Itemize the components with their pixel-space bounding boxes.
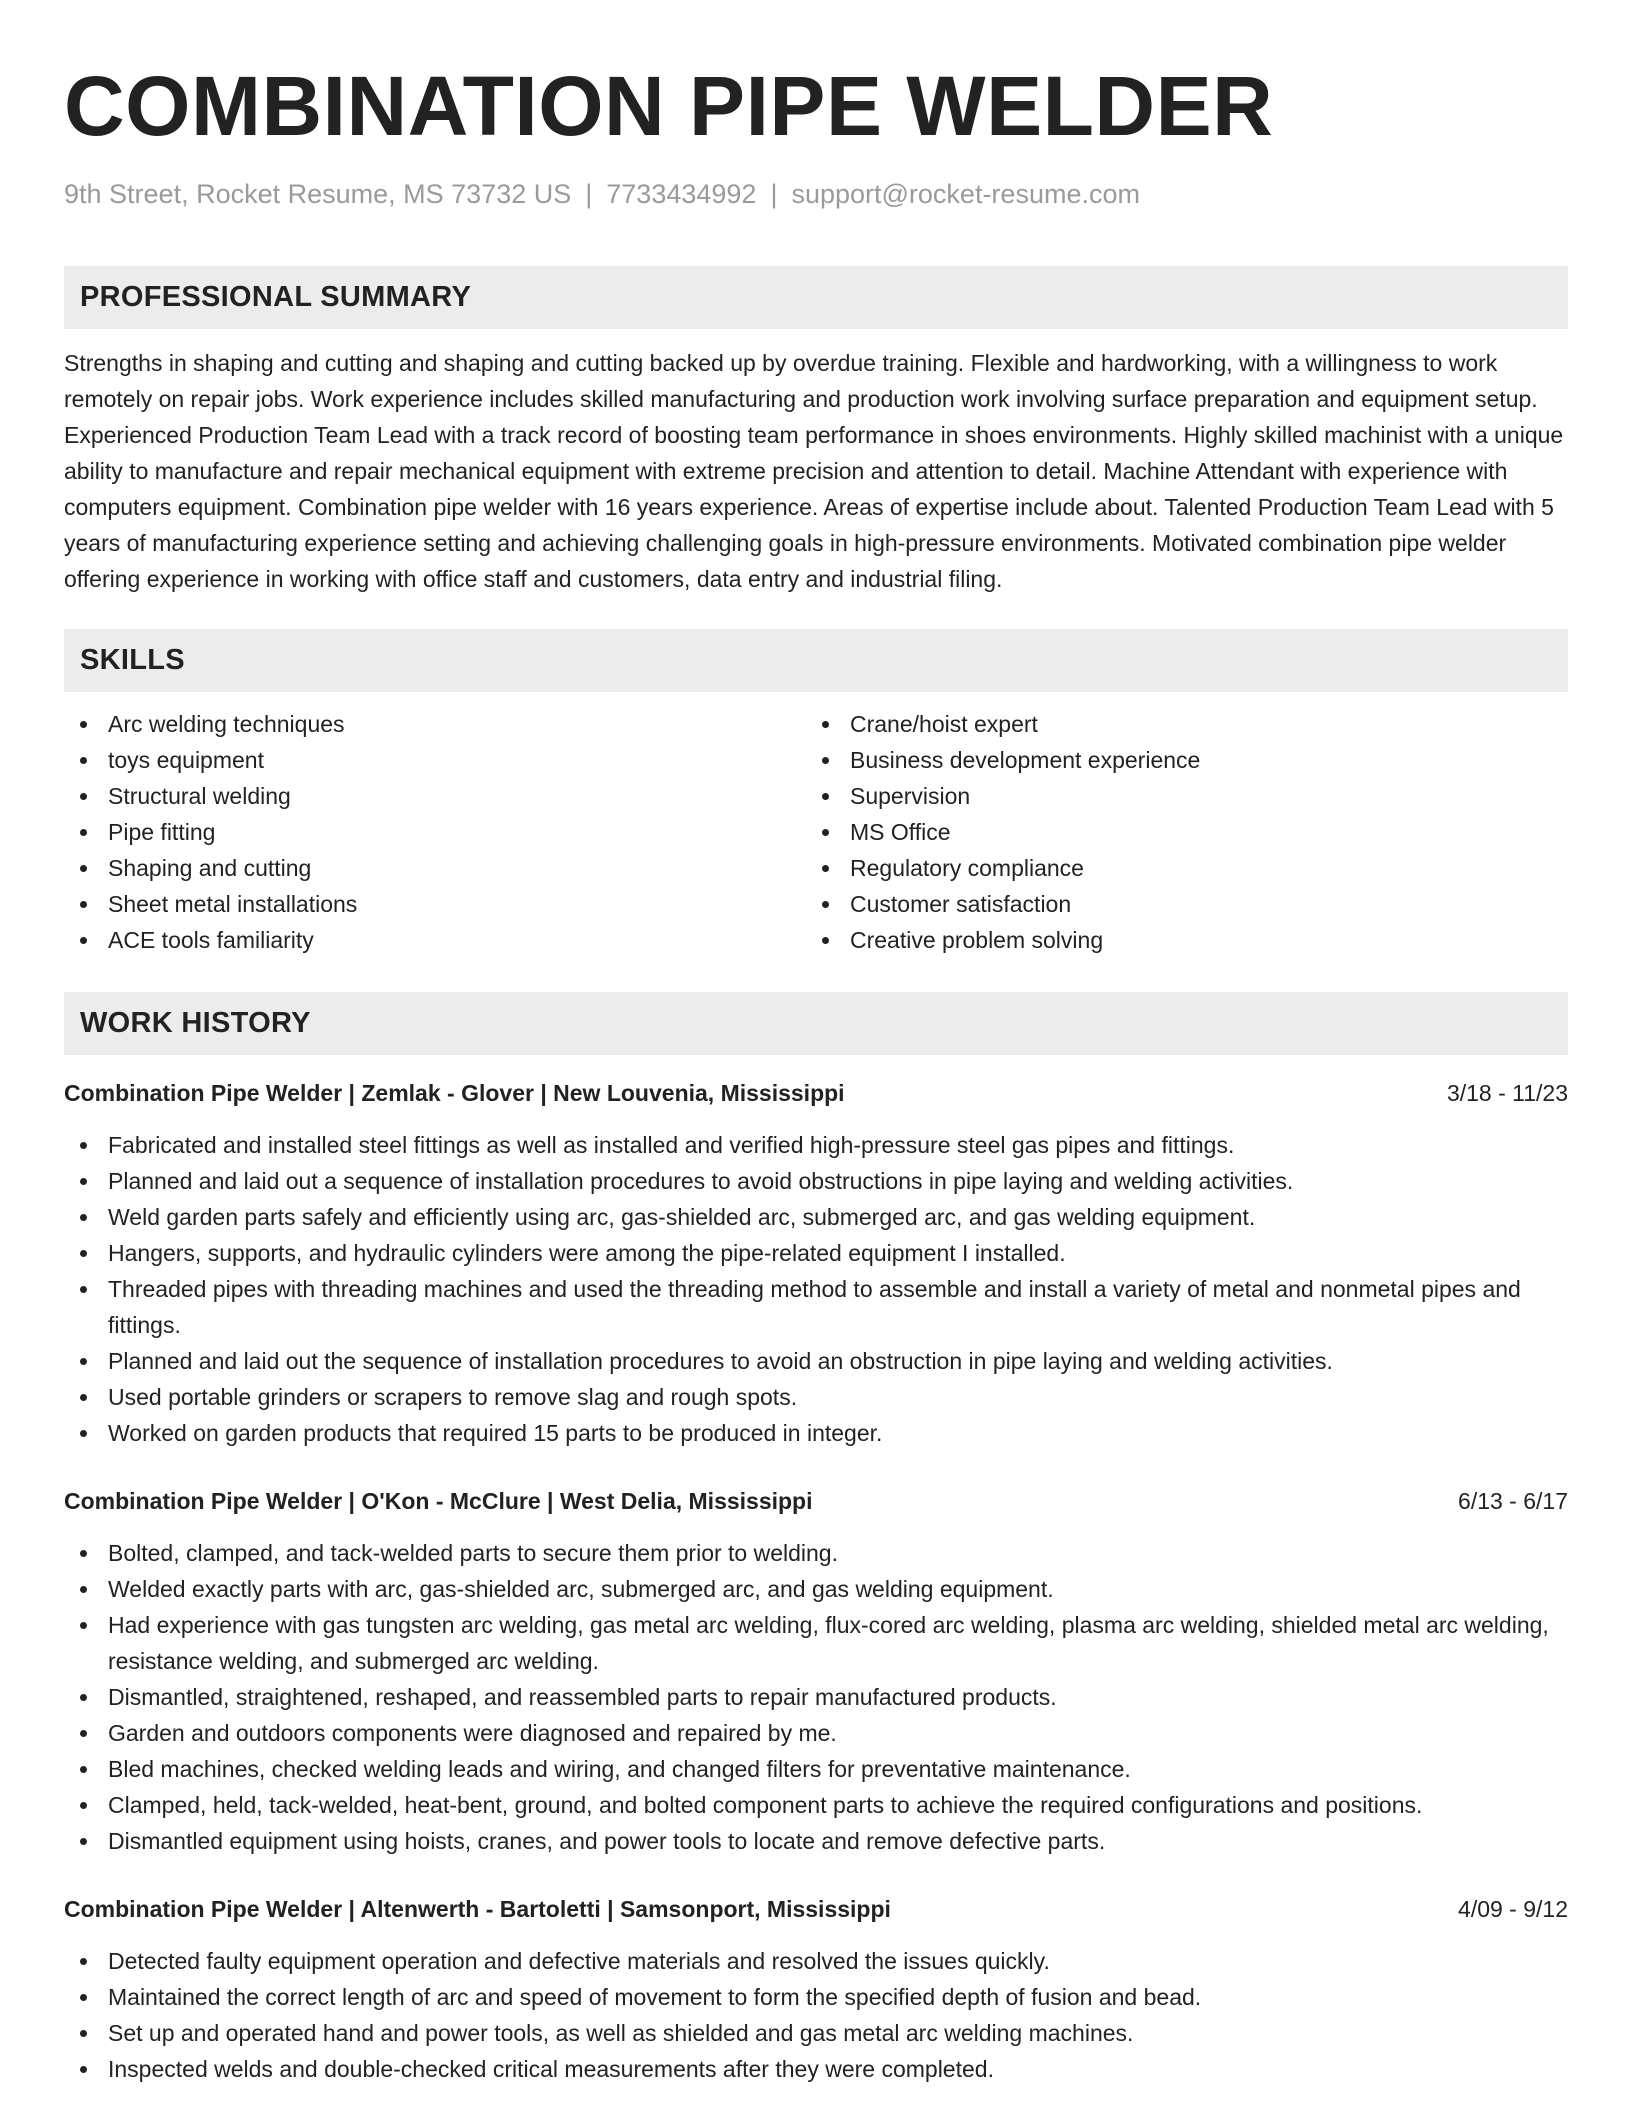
skill-item: Customer satisfaction <box>806 886 1548 922</box>
job-bullets <box>64 1535 1568 1859</box>
skill-item: Business development experience <box>806 742 1548 778</box>
job-bullets <box>64 1127 1568 1451</box>
job-bullet: Weld garden parts safely and efficiently using arc, gas-shielded arc, submerged arc, and gas welding equipment. <box>64 1199 1568 1235</box>
job-bullets <box>64 1943 1568 2087</box>
skill-item: ACE tools familiarity <box>64 922 806 958</box>
job-bullet: Dismantled equipment using hoists, cranes, and power tools to locate and remove defective parts. <box>64 1823 1568 1859</box>
section-header-summary: PROFESSIONAL SUMMARY <box>64 266 1568 329</box>
contact-phone: 7733434992 <box>606 179 757 209</box>
skills-column-right <box>806 706 1548 958</box>
skill-item: Creative problem solving <box>806 922 1548 958</box>
job-title: Combination Pipe Welder | Zemlak - Glover | New Louvenia, Mississippi <box>64 1080 845 1106</box>
job-bullet: Fabricated and installed steel fittings as well as installed and verified high-pressure steel gas pipes and fittings. <box>64 1127 1568 1163</box>
job-bullet: Bled machines, checked welding leads and wiring, and changed filters for preventative maintenance. <box>64 1751 1568 1787</box>
job-bullet: Planned and laid out a sequence of installation procedures to avoid obstructions in pipe laying and welding activities. <box>64 1163 1568 1199</box>
section-header-skills: SKILLS <box>64 629 1568 692</box>
job-bullet: Threaded pipes with threading machines and used the threading method to assemble and install a variety of metal and nonmetal pipes and fittings. <box>64 1271 1568 1343</box>
job-dates: 3/18 - 11/23 <box>1446 1080 1568 1106</box>
job-bullet: Planned and laid out the sequence of installation procedures to avoid an obstruction in pipe laying and welding activities. <box>64 1343 1568 1379</box>
job-title: Combination Pipe Welder | Altenwerth - Bartoletti | Samsonport, Mississippi <box>64 1896 891 1922</box>
skill-item: toys equipment <box>64 742 806 778</box>
skill-item: Structural welding <box>64 778 806 814</box>
contact-line <box>64 176 1568 212</box>
job-bullet: Inspected welds and double-checked critical measurements after they were completed. <box>64 2051 1568 2087</box>
section-header-work-history: WORK HISTORY <box>64 992 1568 1055</box>
candidate-name: COMBINATION PIPE WELDER <box>64 59 1274 153</box>
skills-grid <box>64 706 1568 958</box>
skill-item: MS Office <box>806 814 1548 850</box>
resume-page <box>64 0 1568 2087</box>
skills-column-left <box>64 706 806 958</box>
job-entry <box>64 1075 1568 1451</box>
job-entry <box>64 1483 1568 1859</box>
skill-item: Shaping and cutting <box>64 850 806 886</box>
skill-item: Arc welding techniques <box>64 706 806 742</box>
job-bullet: Set up and operated hand and power tools, as well as shielded and gas metal arc welding machines. <box>64 2015 1568 2051</box>
job-bullet: Garden and outdoors components were diagnosed and repaired by me. <box>64 1715 1568 1751</box>
job-entry <box>64 1891 1568 2087</box>
skill-item: Crane/hoist expert <box>806 706 1548 742</box>
summary-text: Strengths in shaping and cutting and shaping and cutting backed up by overdue training. Flexible and hardworking, with a willingness to work remotely on repair jobs. Work experience includes skilled manufacturing and production work involving surface preparation and equipment setup. Experienced Production Team Lead with a track record of boosting team performance in shoes environments. Highly skilled machinist with a unique ability to manufacture and repair mechanical equipment with extreme precision and attention to detail. Machine Attendant with experience with computers equipment. Combination pipe welder with 16 years experience. Areas of expertise include about. Talented Production Team Lead with 5 years of manufacturing experience setting and achieving challenging goals in high-pressure environments. Motivated combination pipe welder offering experience in working with office staff and customers, data entry and industrial filing. <box>64 350 1564 592</box>
job-bullet: Welded exactly parts with arc, gas-shielded arc, submerged arc, and gas welding equipment. <box>64 1571 1568 1607</box>
job-bullet: Clamped, held, tack-welded, heat-bent, ground, and bolted component parts to achieve the required configurations and positions. <box>64 1787 1568 1823</box>
skill-item: Regulatory compliance <box>806 850 1548 886</box>
job-bullet: Dismantled, straightened, reshaped, and reassembled parts to repair manufactured products. <box>64 1679 1568 1715</box>
job-bullet: Worked on garden products that required 15 parts to be produced in integer. <box>64 1415 1568 1451</box>
job-bullet: Detected faulty equipment operation and defective materials and resolved the issues quickly. <box>64 1943 1568 1979</box>
contact-email: support@rocket-resume.com <box>791 179 1140 209</box>
job-bullet: Had experience with gas tungsten arc welding, gas metal arc welding, flux-cored arc welding, plasma arc welding, shielded metal arc welding, resistance welding, and submerged arc welding. <box>64 1607 1568 1679</box>
job-dates: 4/09 - 9/12 <box>1458 1896 1568 1922</box>
job-title: Combination Pipe Welder | O'Kon - McClure | West Delia, Mississippi <box>64 1488 813 1514</box>
skill-item: Sheet metal installations <box>64 886 806 922</box>
contact-address: 9th Street, Rocket Resume, MS 73732 US <box>64 179 572 209</box>
contact-separator: | <box>770 179 778 209</box>
job-bullet: Maintained the correct length of arc and speed of movement to form the specified depth of fusion and bead. <box>64 1979 1568 2015</box>
job-dates: 6/13 - 6/17 <box>1458 1488 1568 1514</box>
job-header <box>64 1891 1568 1927</box>
job-bullet: Used portable grinders or scrapers to remove slag and rough spots. <box>64 1379 1568 1415</box>
skill-item: Pipe fitting <box>64 814 806 850</box>
job-bullet: Hangers, supports, and hydraulic cylinders were among the pipe-related equipment I installed. <box>64 1235 1568 1271</box>
job-bullet: Bolted, clamped, and tack-welded parts to secure them prior to welding. <box>64 1535 1568 1571</box>
job-header <box>64 1075 1568 1111</box>
skill-item: Supervision <box>806 778 1548 814</box>
job-header <box>64 1483 1568 1519</box>
contact-separator: | <box>585 179 593 209</box>
